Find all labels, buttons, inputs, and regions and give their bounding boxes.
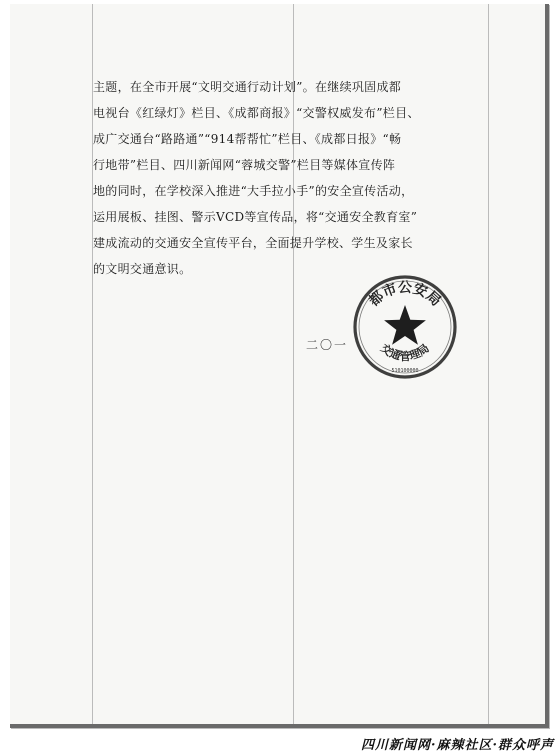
official-seal-stamp [350,272,460,382]
margin-line-right [488,4,489,724]
seal-star-icon [384,305,426,345]
seal-serial: 510100000 [391,368,419,374]
seal-bottom-text: 交通管理局 [378,341,432,363]
body-line: 主题，在全市开展“文明交通行动计划”。在继续巩固成都 [93,80,402,94]
footer-watermark: 四川新闻网·麻辣社区·群众呼声 [360,738,554,753]
body-line: 行地带”栏目、四川新闻网“蓉城交警”栏目等媒体宣传阵 [93,158,396,172]
body-line: 建成流动的交通安全宣传平台，全面提升学校、学生及家长 [93,236,413,250]
body-line: 电视台《红绿灯》栏目、《成都商报》“交警权威发布”栏目、 [93,106,420,120]
body-line: 成广交通台“路路通”“914帮帮忙”栏目、《成都日报》“畅 [93,132,402,146]
document-page [10,4,549,728]
body-line: 地的同时，在学校深入推进“大手拉小手”的安全宣传活动， [93,184,414,198]
body-paragraph [93,74,473,282]
seal-top-text: 都市公安局 [366,280,444,310]
body-line: 的文明交通意识。 [93,262,192,276]
body-line: 运用展板、挂图、警示VCD等宣传品，将“交通安全教育室” [93,210,418,224]
date-line: 二〇一 [306,338,349,352]
